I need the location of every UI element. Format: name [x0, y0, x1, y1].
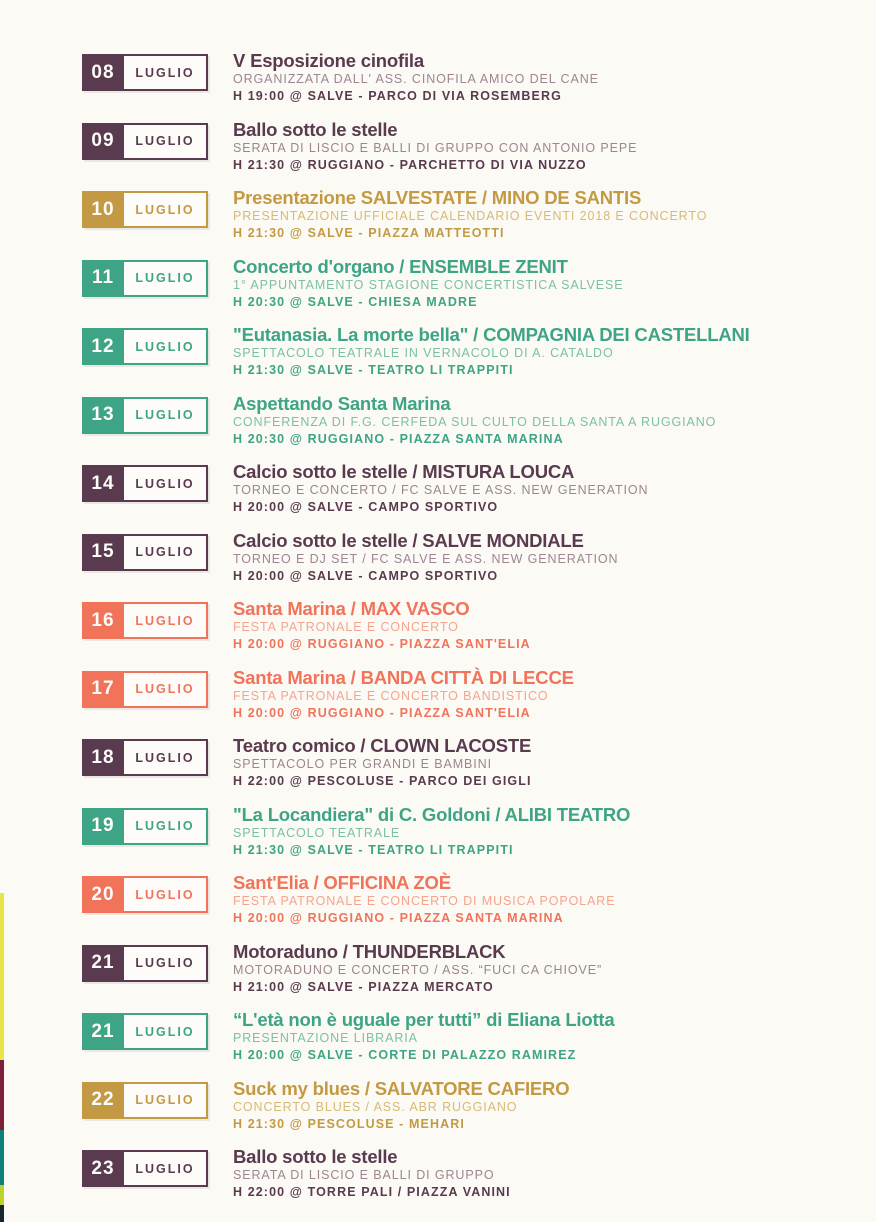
event-title: Sant'Elia / OFFICINA ZOÈ — [233, 872, 451, 893]
event-description: SERATA DI LISCIO E BALLI DI GRUPPO CON ANTONIO PEPE — [233, 140, 638, 155]
date-day: 13 — [82, 397, 124, 434]
event-text-block — [233, 1147, 511, 1201]
event-description: MOTORADUNO E CONCERTO / ASS. “FUCI CA CHIOVE” — [233, 962, 603, 977]
event-row — [82, 187, 852, 240]
event-list — [82, 50, 852, 1219]
event-time-location: H 19:00 @ SALVE - PARCO DI VIA ROSEMBERG — [233, 89, 562, 103]
event-row — [82, 803, 852, 857]
date-badge — [82, 54, 208, 91]
date-day: 20 — [82, 876, 124, 913]
event-text-block — [233, 805, 630, 859]
event-title: Calcio sotto le stelle / MISTURA LOUCA — [233, 461, 575, 482]
event-title: "La Locandiera" di C. Goldoni / ALIBI TEATRO — [233, 803, 631, 825]
event-description: PRESENTAZIONE UFFICIALE CALENDARIO EVENTI 2018 E CONCERTO — [233, 209, 708, 223]
date-month-label: LUGLIO — [124, 328, 208, 365]
event-text-block — [233, 462, 648, 516]
event-title: "Eutanasia. La morte bella" / COMPAGNIA DEI CASTELLANI — [233, 324, 750, 345]
event-time-location: H 20:00 @ SALVE - CAMPO SPORTIVO — [233, 568, 499, 583]
event-text-block — [233, 736, 532, 790]
event-row — [82, 598, 852, 651]
event-description: FESTA PATRONALE E CONCERTO BANDISTICO — [233, 688, 549, 703]
event-description: SPETTACOLO PER GRANDI E BAMBINI — [233, 757, 492, 771]
date-day: 16 — [82, 602, 124, 639]
event-text-block — [233, 257, 623, 311]
event-row — [82, 529, 852, 583]
event-row — [82, 461, 852, 514]
date-day: 23 — [82, 1150, 124, 1187]
date-badge — [82, 671, 208, 708]
event-description: CONFERENZA DI F.G. CERFEDA SUL CULTO DELLA SANTA A RUGGIANO — [233, 414, 717, 429]
event-time-location: H 21:30 @ RUGGIANO - PARCHETTO DI VIA NUZZO — [233, 157, 587, 172]
date-day: 17 — [82, 671, 124, 708]
date-badge — [82, 945, 208, 982]
event-time-location: H 21:30 @ SALVE - TEATRO LI TRAPPITI — [233, 363, 514, 377]
date-badge — [82, 602, 208, 639]
page-edge-color-strip — [0, 0, 4, 1222]
date-badge — [82, 1082, 208, 1119]
event-time-location: H 22:00 @ TORRE PALI / PIAZZA VANINI — [233, 1185, 511, 1199]
date-month-label: LUGLIO — [124, 739, 208, 776]
date-badge — [82, 876, 208, 913]
event-time-location: H 20:00 @ SALVE - CAMPO SPORTIVO — [233, 500, 499, 514]
event-title: Motoraduno / THUNDERBLACK — [233, 940, 506, 962]
date-month-label: LUGLIO — [124, 191, 208, 228]
event-time-location: H 21:30 @ SALVE - PIAZZA MATTEOTTI — [233, 226, 505, 240]
event-text-block — [233, 325, 750, 379]
date-day: 22 — [82, 1082, 124, 1119]
event-time-location: H 20:00 @ RUGGIANO - PIAZZA SANTA MARINA — [233, 911, 564, 925]
event-row — [82, 324, 852, 377]
date-badge — [82, 191, 208, 228]
date-day: 21 — [82, 945, 124, 982]
date-day: 19 — [82, 808, 124, 845]
event-title: Santa Marina / MAX VASCO — [233, 598, 470, 619]
date-month-label: LUGLIO — [124, 534, 208, 571]
event-title: Suck my blues / SALVATORE CAFIERO — [233, 1077, 570, 1099]
event-description: SERATA DI LISCIO E BALLI DI GRUPPO — [233, 1168, 495, 1182]
date-month-label: LUGLIO — [124, 945, 208, 982]
event-text-block — [233, 1079, 569, 1133]
event-row — [82, 1009, 852, 1062]
date-day: 12 — [82, 328, 124, 365]
edge-strip-segment — [0, 893, 4, 1060]
event-title: Ballo sotto le stelle — [233, 1146, 398, 1167]
event-title: Calcio sotto le stelle / SALVE MONDIALE — [233, 529, 584, 551]
date-badge — [82, 739, 208, 776]
date-badge — [82, 123, 208, 160]
date-badge — [82, 1150, 208, 1187]
date-day: 11 — [82, 260, 124, 297]
event-text-block — [233, 599, 531, 653]
event-title: Concerto d'organo / ENSEMBLE ZENIT — [233, 255, 568, 277]
event-row — [82, 1077, 852, 1131]
event-text-block — [233, 188, 707, 242]
event-description: FESTA PATRONALE E CONCERTO DI MUSICA POPOLARE — [233, 894, 616, 908]
event-time-location: H 21:30 @ SALVE - TEATRO LI TRAPPITI — [233, 842, 514, 857]
date-day: 15 — [82, 534, 124, 571]
event-row — [82, 118, 852, 172]
event-title: Aspettando Santa Marina — [233, 392, 451, 414]
event-row — [82, 666, 852, 720]
event-time-location: H 20:00 @ SALVE - CORTE DI PALAZZO RAMIREZ — [233, 1048, 577, 1062]
date-month-label: LUGLIO — [124, 260, 208, 297]
event-text-block — [233, 668, 574, 722]
event-description: 1° APPUNTAMENTO STAGIONE CONCERTISTICA SALVESE — [233, 277, 624, 292]
event-text-block — [233, 1010, 614, 1064]
event-time-location: H 20:00 @ RUGGIANO - PIAZZA SANT'ELIA — [233, 705, 531, 720]
event-description: SPETTACOLO TEATRALE — [233, 825, 401, 840]
event-text-block — [233, 942, 602, 996]
date-badge — [82, 397, 208, 434]
date-badge — [82, 1013, 208, 1050]
event-row — [82, 940, 852, 994]
date-month-label: LUGLIO — [124, 876, 208, 913]
event-time-location: H 20:30 @ RUGGIANO - PIAZZA SANTA MARINA — [233, 431, 564, 446]
event-text-block — [233, 873, 615, 927]
date-badge — [82, 808, 208, 845]
date-month-label: LUGLIO — [124, 1013, 208, 1050]
event-time-location: H 21:00 @ SALVE - PIAZZA MERCATO — [233, 979, 494, 994]
event-text-block — [233, 394, 716, 448]
date-month-label: LUGLIO — [124, 602, 208, 639]
event-row — [82, 50, 852, 103]
event-time-location: H 21:30 @ PESCOLUSE - MEHARI — [233, 1116, 465, 1131]
date-month-label: LUGLIO — [124, 465, 208, 502]
event-text-block — [233, 120, 637, 174]
event-title: Ballo sotto le stelle — [233, 118, 398, 140]
date-month-label: LUGLIO — [124, 123, 208, 160]
date-month-label: LUGLIO — [124, 54, 208, 91]
event-row — [82, 392, 852, 446]
date-day: 21 — [82, 1013, 124, 1050]
date-month-label: LUGLIO — [124, 808, 208, 845]
date-day: 18 — [82, 739, 124, 776]
date-day: 10 — [82, 191, 124, 228]
event-title: “L'età non è uguale per tutti” di Eliana Liotta — [233, 1009, 615, 1030]
event-title: Presentazione SALVESTATE / MINO DE SANTIS — [233, 187, 642, 208]
event-title: V Esposizione cinofila — [233, 50, 424, 71]
edge-strip-segment — [0, 1130, 4, 1185]
date-day: 09 — [82, 123, 124, 160]
event-row — [82, 872, 852, 925]
event-description: PRESENTAZIONE LIBRARIA — [233, 1031, 418, 1045]
date-month-label: LUGLIO — [124, 671, 208, 708]
event-description: TORNEO E DJ SET / FC SALVE E ASS. NEW GENERATION — [233, 551, 619, 566]
event-description: CONCERTO BLUES / ASS. ABR RUGGIANO — [233, 1099, 518, 1114]
event-text-block — [233, 531, 618, 585]
edge-strip-segment — [0, 1185, 4, 1205]
event-description: TORNEO E CONCERTO / FC SALVE E ASS. NEW GENERATION — [233, 483, 649, 497]
event-text-block — [233, 51, 599, 105]
event-row — [82, 735, 852, 788]
event-row — [82, 255, 852, 309]
event-row — [82, 1146, 852, 1199]
date-badge — [82, 534, 208, 571]
date-badge — [82, 260, 208, 297]
event-description: ORGANIZZATA DALL' ASS. CINOFILA AMICO DEL CANE — [233, 72, 599, 86]
event-description: SPETTACOLO TEATRALE IN VERNACOLO DI A. CATALDO — [233, 346, 614, 360]
edge-strip-segment — [0, 1060, 4, 1130]
event-title: Santa Marina / BANDA CITTÀ DI LECCE — [233, 666, 574, 688]
event-time-location: H 22:00 @ PESCOLUSE - PARCO DEI GIGLI — [233, 774, 532, 788]
event-time-location: H 20:00 @ RUGGIANO - PIAZZA SANT'ELIA — [233, 637, 531, 651]
date-month-label: LUGLIO — [124, 1150, 208, 1187]
date-day: 08 — [82, 54, 124, 91]
date-month-label: LUGLIO — [124, 397, 208, 434]
event-description: FESTA PATRONALE E CONCERTO — [233, 620, 459, 634]
date-badge — [82, 328, 208, 365]
date-month-label: LUGLIO — [124, 1082, 208, 1119]
edge-strip-segment — [0, 1205, 4, 1222]
date-day: 14 — [82, 465, 124, 502]
event-title: Teatro comico / CLOWN LACOSTE — [233, 735, 532, 756]
date-badge — [82, 465, 208, 502]
event-time-location: H 20:30 @ SALVE - CHIESA MADRE — [233, 294, 478, 309]
